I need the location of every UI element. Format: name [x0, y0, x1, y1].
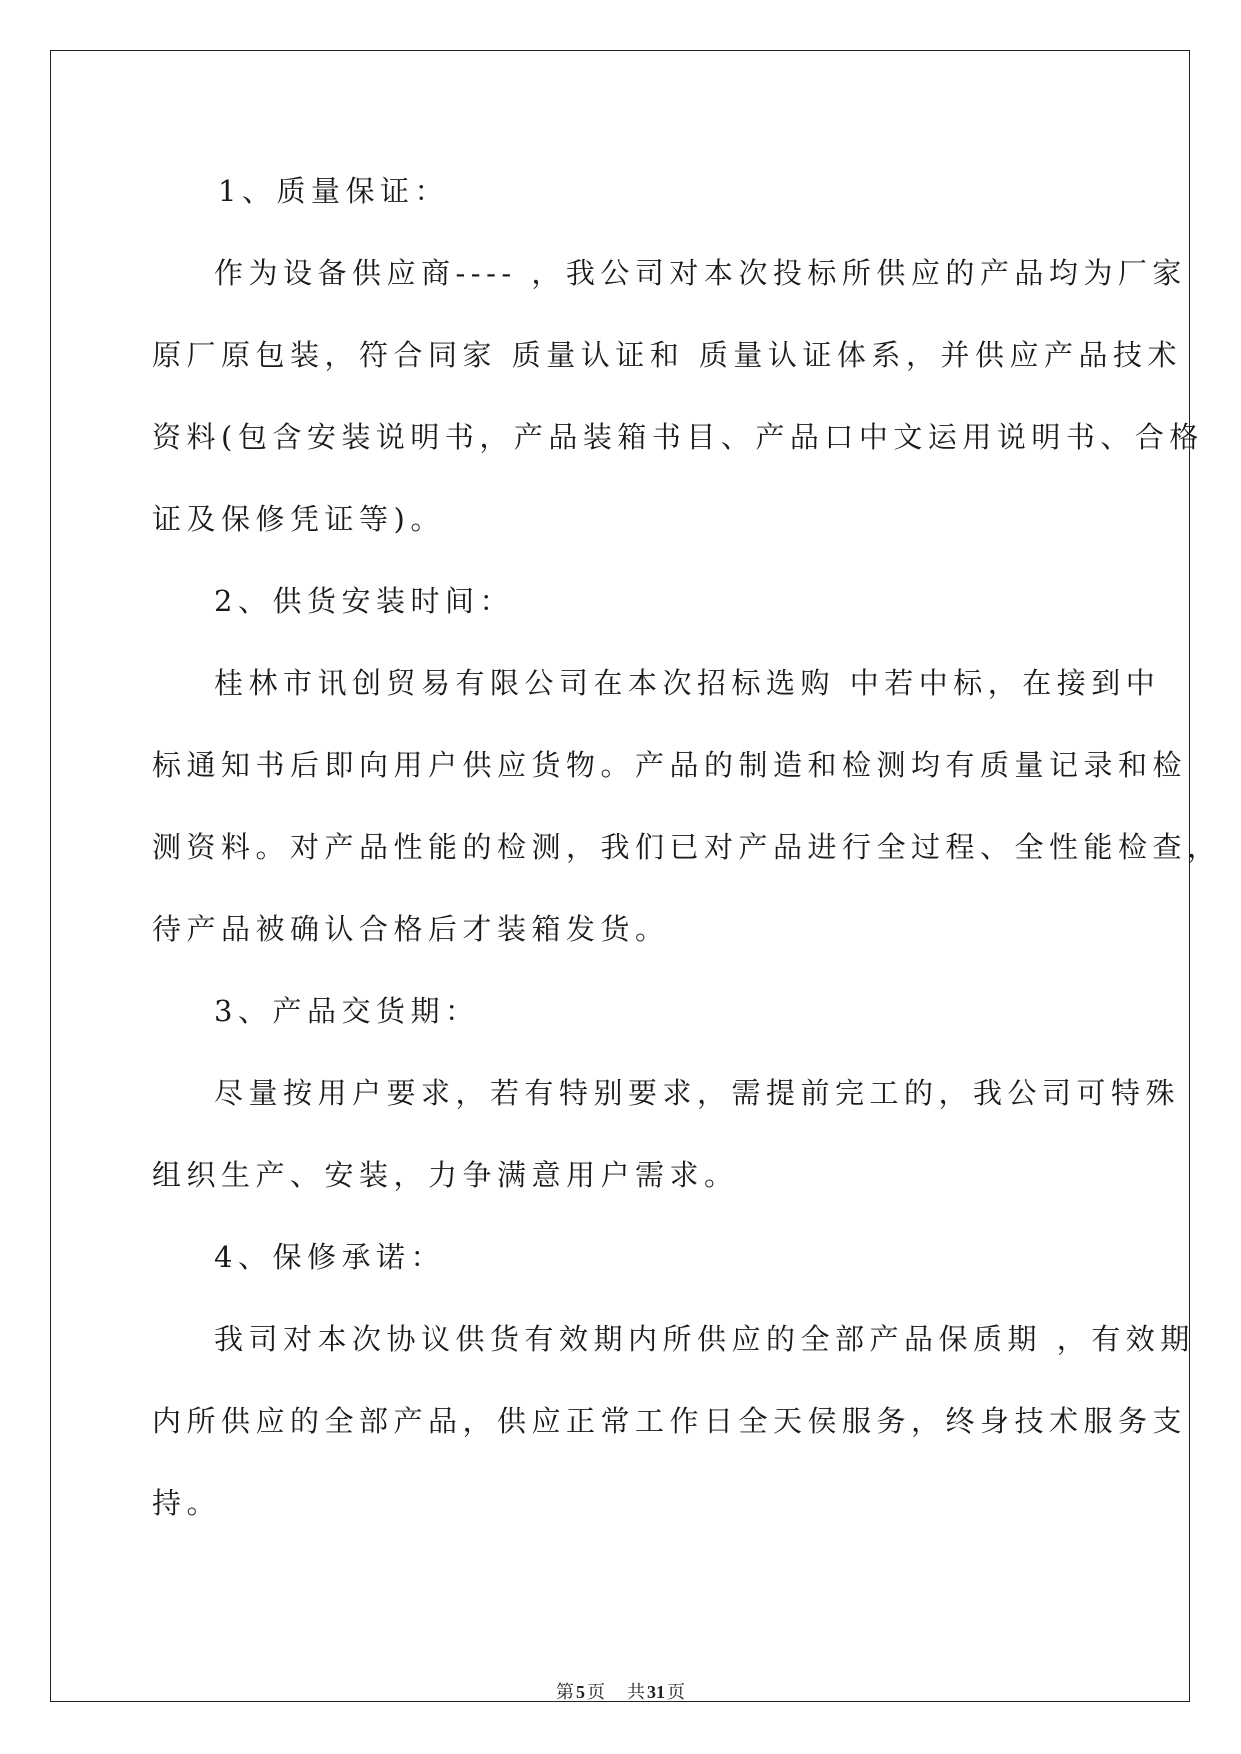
section-heading-warranty: 4、保修承诺： [214, 1240, 445, 1274]
paragraph-line: 尽量按用户要求，若有特别要求，需提前完工的，我公司可特殊 [214, 1076, 1181, 1110]
paragraph-line: 标通知书后即向用户供应货物。产品的制造和检测均有质量记录和检 [152, 748, 1188, 782]
paragraph-line: 内所供应的全部产品，供应正常工作日全天侯服务，终身技术服务支 [152, 1404, 1188, 1438]
page-prefix: 第 [556, 1682, 574, 1702]
paragraph-line: 资料(包含安装说明书，产品装箱书目、产品口中文运用说明书、合格 [152, 420, 1204, 454]
paragraph-line: 桂林市讯创贸易有限公司在本次招标选购 中若中标，在接到中 [214, 666, 1161, 700]
section-heading-delivery-time: 2、供货安装时间： [214, 584, 514, 618]
paragraph-line: 测资料。对产品性能的检测，我们已对产品进行全过程、全性能检查， [152, 830, 1222, 864]
paragraph-line: 组织生产、安装，力争满意用户需求。 [152, 1158, 739, 1192]
document-body [152, 150, 1222, 1544]
paragraph-line: 原厂原包装，符合同家 质量认证和 质量认证体系，并供应产品技术 [152, 338, 1182, 372]
section-heading-quality: 1、质量保证： [218, 174, 449, 208]
paragraph-line: 待产品被确认合格后才装箱发货。 [152, 912, 670, 946]
paragraph-line: 我司对本次协议供货有效期内所供应的全部产品保质期 ，有效期 [214, 1322, 1195, 1356]
paragraph-line: 持。 [152, 1486, 222, 1520]
paragraph-line: 证及保修凭证等)。 [152, 502, 445, 536]
total-pages: 31 [647, 1682, 665, 1702]
page-suffix: 页 [587, 1682, 605, 1702]
page-footer [0, 1678, 1241, 1704]
total-prefix: 共 [627, 1682, 645, 1702]
paragraph-line: 作为设备供应商---- ，我公司对本次投标所供应的产品均为厂家 [214, 256, 1187, 290]
section-heading-delivery-period: 3、产品交货期： [214, 994, 480, 1028]
page-number: 5 [576, 1682, 585, 1702]
total-suffix: 页 [667, 1682, 685, 1702]
